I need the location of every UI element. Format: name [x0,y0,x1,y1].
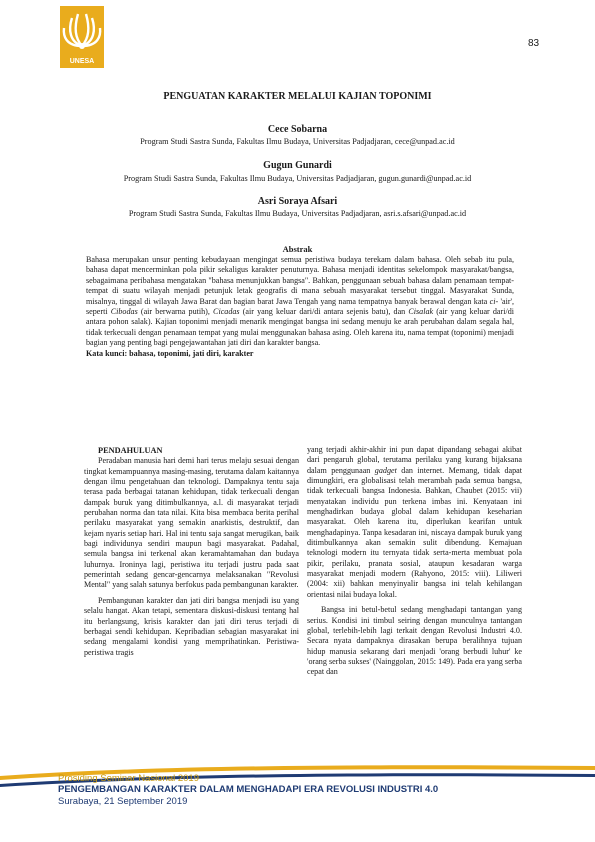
body-column-right [307,445,522,678]
body-paragraph: Bangsa ini betul-betul sedang menghadapi tantangan yang serius. Kondisi ini timbul seiring dengan munculnya tantangan global, terlebih-lebih lagi terkait dengan Revolusi Industri 4.0. Secara nyata dampaknya dirasakan berupa beralihnya tujuan hidup manusia sekarang dari menjadi 'orang berbudi luhur' ke 'orang serba sukses' (Nainggolan, 2015: 149). Pada era yang serba cepat dan [307,605,522,677]
unesa-logo [60,6,104,68]
footer-proceedings: Prosiding Seminar Nasional 2019 [58,773,199,784]
author-name: Cece Sobarna [267,124,328,135]
body-paragraph: Pembangunan karakter dan jati diri bangsa menjadi isu yang selalu hangat. Akan tetapi, sementara diskusi-diskusi tentang hal itu berlangsung, krisis karakter dan jati diri terus terjadi di berbagai sendi kehidupan. Kepribadian sebagian masyarakat ini sedang mengalami kondisi yang memprihatinkan. Peristiwa-peristiwa tragis [84,595,299,657]
body-paragraph: yang terjadi akhir-akhir ini pun dapat dipandang sebagai akibat dari pengaruh global, terutama perilaku yang kurang bijaksana dalam penggunaan gadget dan internet. Memang, tidak dapat dimungkiri, era globalisasi telah merambah pada semua bangsa, tidak terkecuali bangsa Indonesia. Bahkan, Chaubet (2015: vii) menyatakan individu pun terkena imbas ini. Kenyataan ini menghadirkan budaya global dalam kehidupan keseharian masyarakat. Oleh karena itu, diperlukan kearifan untuk menghadapinya. Tanpa kesadaran ini, niscaya dampak buruk yang ditimbulkannya akan semakin sulit dibendung. Kemajuan teknologi modern itu ternyata tidak serta-merta membuat pola pikir, perilaku, pranata sosial, ataupun kesadaran warga masyarakat menjadi modern (Rahyono, 2015: viii). Liliweri (2004: xii) bahkan menyinyalir bangsa ini telah kehilangan orientasi nilai budaya lokal. [307,445,523,599]
footer-date: Surabaya, 21 September 2019 [58,796,188,807]
keywords: Kata kunci: bahasa, toponimi, jati diri, karakter [86,348,254,358]
logo-text: UNESA [69,58,95,65]
footer-theme: PENGEMBANGAN KARAKTER DALAM MENGHADAPI ERA REVOLUSI INDUSTRI 4.0 [58,784,439,795]
abstract-paragraph: Bahasa merupakan unsur penting kebudayaan mengingat semua peristiwa budaya terekam dalam bahasa. Oleh sebab itu pula, bahasa dapat mencerminkan pola pikir sekaligus karakter penuturnya. Bahasa menjadi identitas sekelompok masyarakat/bangsa, sebagaimana peribahasa mengatakan "bahasa menunjukkan bangsa". Bahkan, penggunaan sebuah bahasa dalam penamaan tempat-tempat di suatu wilayah menjadi petunjuk letak geografis di mana sebuah masyarakat tersebut tinggal. Masyarakat Sunda, misalnya, tinggal di wilayah Jawa Barat dan bagian barat Jawa Tengah yang nama tempatnya banyak berawal dengan kata ci- 'air', seperti Cibodas (air berwarna putih), Cicadas (air yang keluar dari/di antara sejenis batu), dan Cisalak (air yang keluar dari/di antara pohon salak). Kajian toponimi menjadi menarik mengingat bangsa ini sedang menuju ke arah perubahan dalam segala hal, tidak terkecuali dengan penamaan tempat yang mulai menggunakan bahasa asing. Oleh karena itu, nama tempat (toponimi) menjadi bagian yang penting bagi pengejawantahan jati diri dan karakter bangsa. [86,255,515,348]
section-heading: PENDAHULUAN [98,446,163,455]
author-name: Asri Soraya Afsari [257,196,338,207]
abstract-body [86,255,514,359]
author-affiliation: Program Studi Sastra Sunda, Fakultas Ilmu Budaya, Universitas Padjadjaran, gugun.gunardi@unpad.ac.id [123,174,472,183]
author-affiliation: Program Studi Sastra Sunda, Fakultas Ilmu Budaya, Universitas Padjadjaran, asri.s.afsari@unpad.ac.id [128,209,467,218]
author-name: Gugun Gunardi [263,160,332,171]
paper-title: PENGUATAN KARAKTER MELALUI KAJIAN TOPONIMI [163,91,432,102]
body-paragraph: Peradaban manusia hari demi hari terus melaju sesuai dengan tingkat kemampuannya masing-masing, terutama dalam kaitannya dengan ilmu pengetahuan dan teknologi. Dampaknya tentu saja terasa pada berbagai tatanan kehidupan, tidak terkecuali dengan dampak buruk yang ditimbulkannya, a.l. di masyarakat terjadi perubahan norma dan tata nilai. Kita bisa membaca berita perihal perilaku masyarakat yang semakin anarkistis, destruktif, dan kejam nyaris setiap hari. Hal ini tentu saja sangat merugikan, baik bagi individunya sendiri maupun bagi masyarakat. Padahal, semula bangsa ini terkenal akan keramahtamahan dan budaya luhurnya. Ironinya lagi, peristiwa itu terjadi justru pada saat pemerintah sedang gencar-gencarnya melaksanakan "Revolusi Mental" yang salah satunya berfokus pada pembangunan karakter. [84,456,299,590]
abstract-heading: Abstrak [282,244,313,254]
page-number: 83 [528,38,540,49]
author-affiliation: Program Studi Sastra Sunda, Fakultas Ilmu Budaya, Universitas Padjadjaran, cece@unpad.ac.id [140,137,455,146]
body-column-left [84,446,299,658]
logo-emblem-icon [60,6,104,56]
